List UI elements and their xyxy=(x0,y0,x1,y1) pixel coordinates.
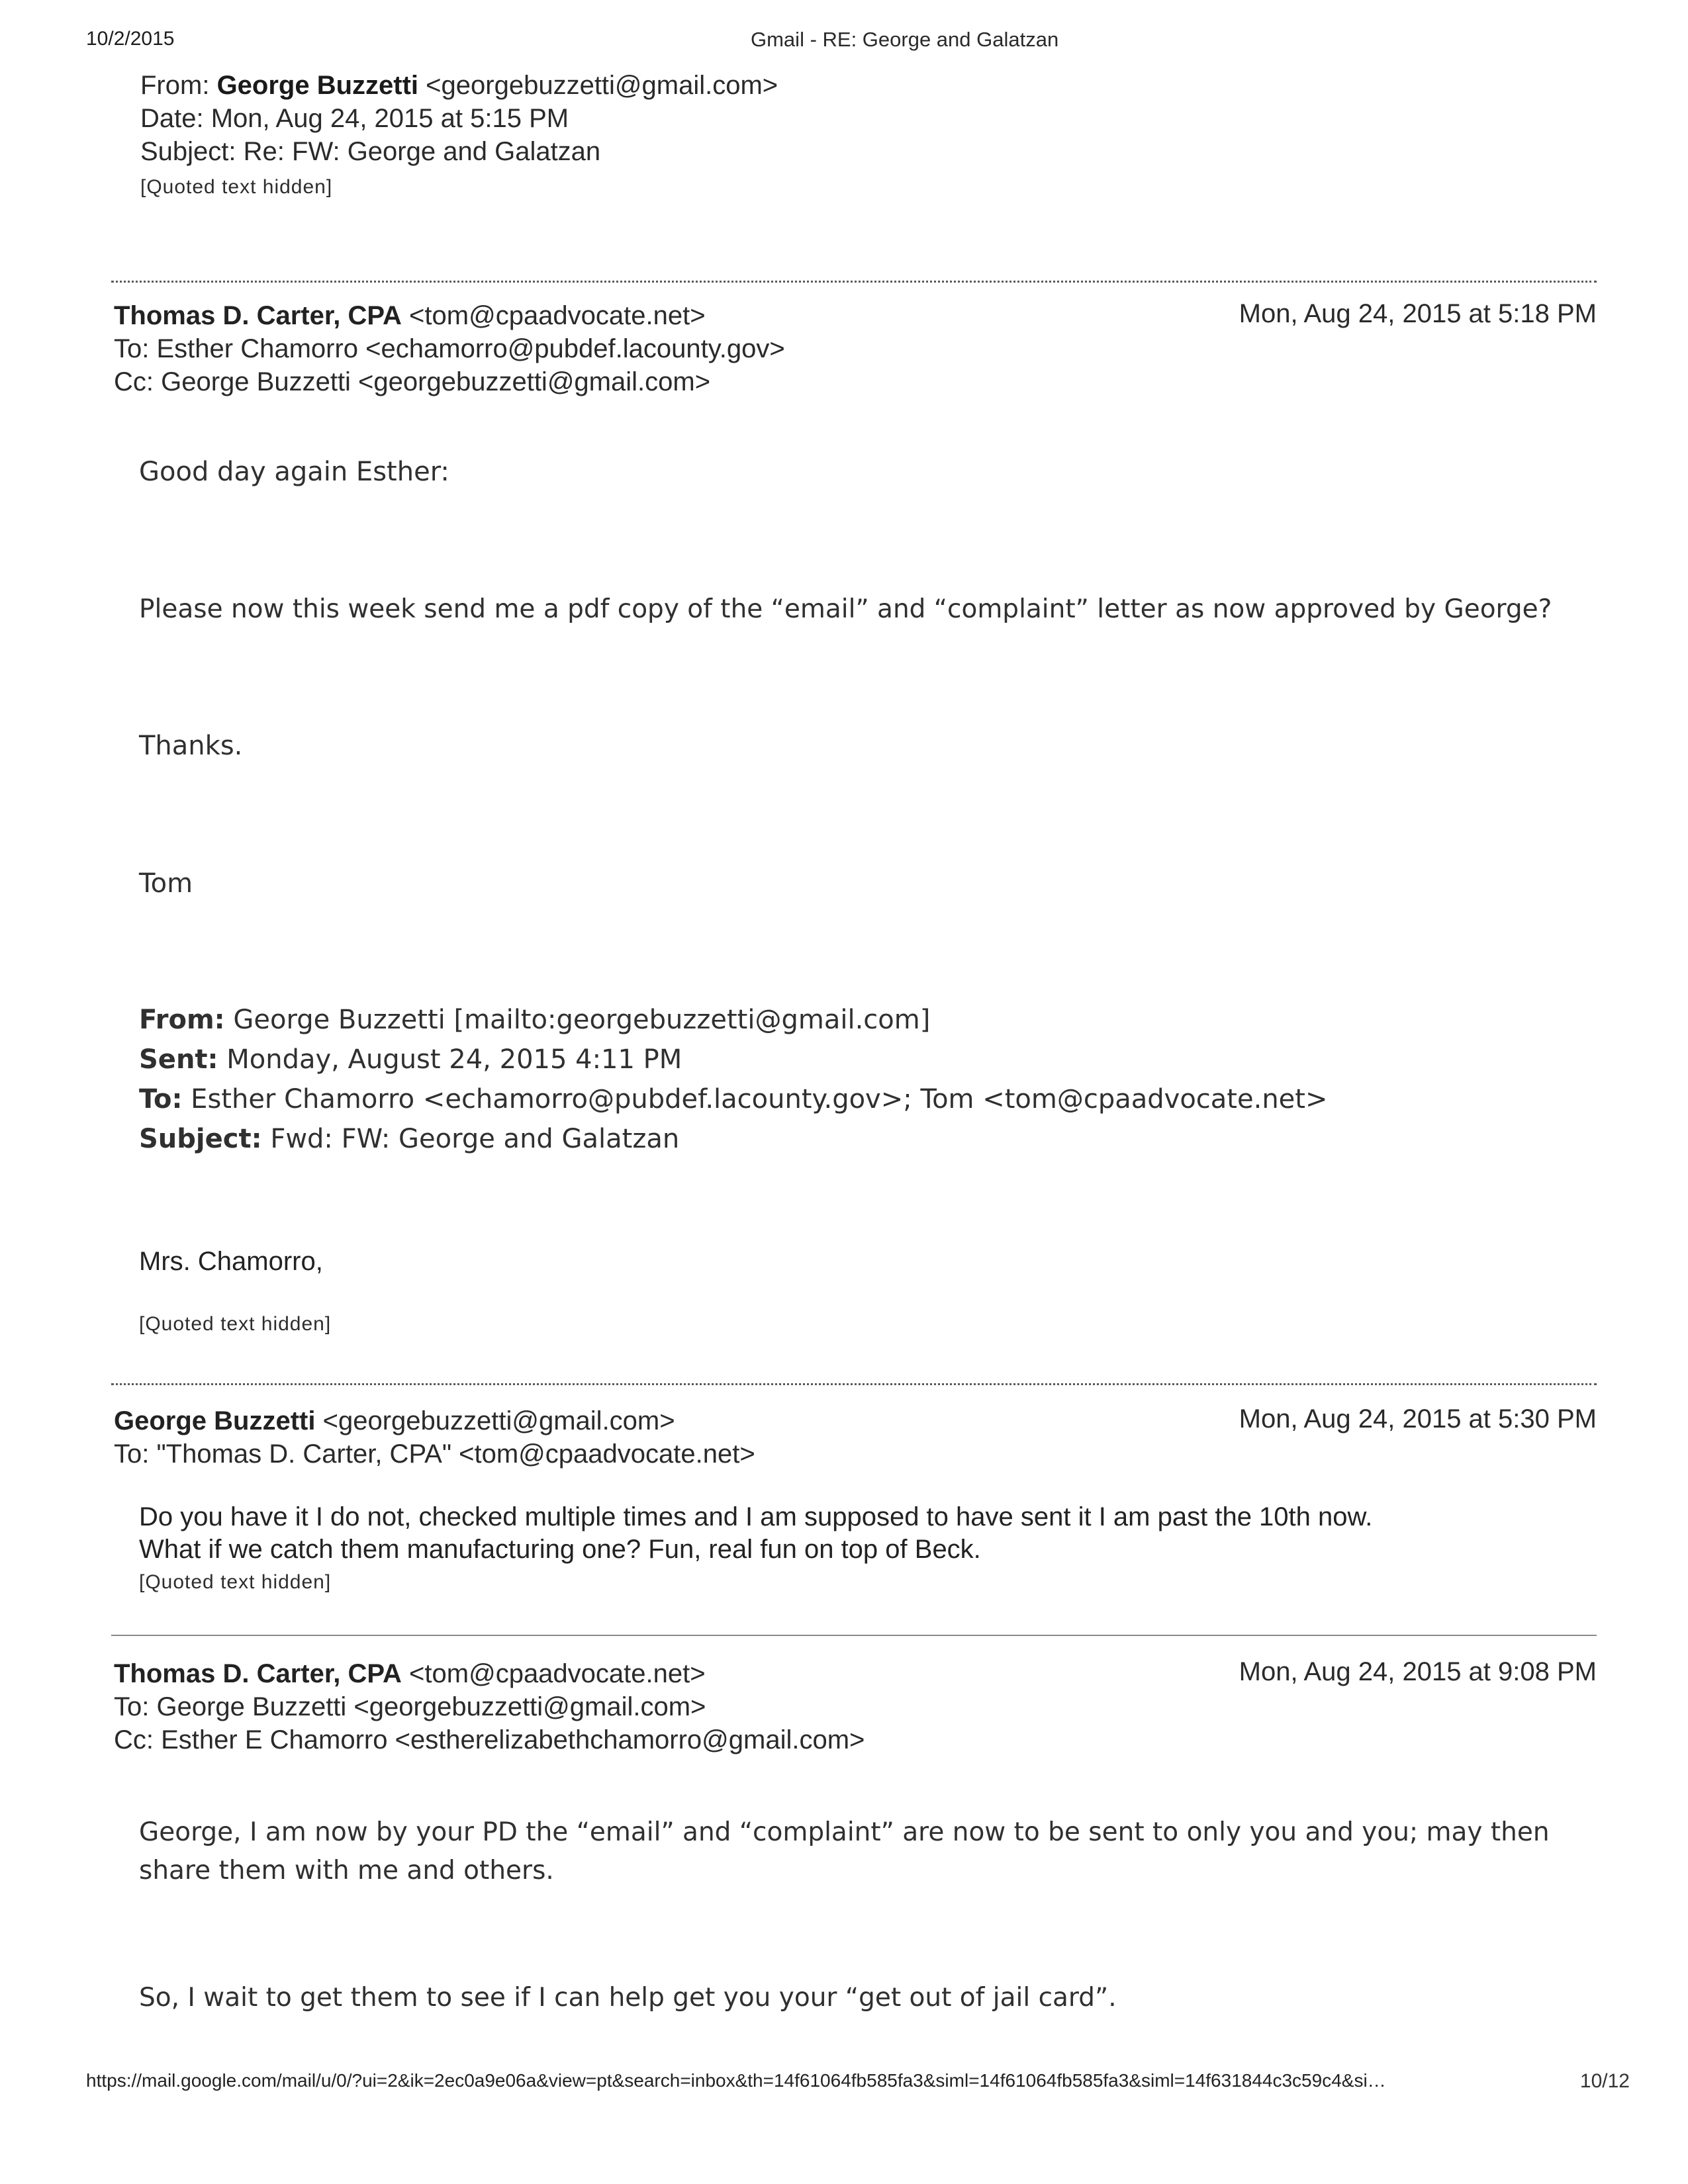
quoted-date-line: Date: Mon, Aug 24, 2015 at 5:15 PM xyxy=(140,104,569,133)
msg1-sender xyxy=(114,299,706,332)
msg3-to: George Buzzetti <georgebuzzetti@gmail.com> xyxy=(156,1692,706,1721)
msg3-cc: Esther E Chamorro <estherelizabethchamorro@gmail.com> xyxy=(161,1725,865,1754)
msg2-line2: What if we catch them manufacturing one? Fun, real fun on top of Beck. xyxy=(139,1535,981,1564)
from-email: <georgebuzzetti@gmail.com> xyxy=(426,71,778,100)
fwd-from-line xyxy=(139,1005,930,1035)
message-divider xyxy=(111,1383,1597,1385)
to-label: To: xyxy=(114,334,150,363)
print-date: 10/2/2015 xyxy=(86,28,175,50)
footer-url: https://mail.google.com/mail/u/0/?ui=2&ik=2ec0a9e06a&view=pt&search=inbox&th=14f61064fb585fa3&siml=14f61064fb585fa3&siml=14f631844c3c59c4&si… xyxy=(86,2070,1386,2091)
msg2-to: "Thomas D. Carter, CPA" <tom@cpaadvocate.net> xyxy=(156,1439,755,1469)
msg1-quoted-text-hidden[interactable]: [Quoted text hidden] xyxy=(139,1313,332,1335)
msg1-signature: Tom xyxy=(139,868,193,899)
msg1-paragraph: Please now this week send me a pdf copy of the “email” and “complaint” letter as now approved by George? xyxy=(139,594,1552,624)
fwd-to-label: To: xyxy=(139,1084,183,1115)
to-label: To: xyxy=(114,1692,150,1721)
quoted-from-line xyxy=(140,69,778,102)
msg3-date: Mon, Aug 24, 2015 at 9:08 PM xyxy=(1239,1657,1597,1686)
fwd-sent: Monday, August 24, 2015 4:11 PM xyxy=(226,1044,682,1075)
fwd-sent-line xyxy=(139,1044,682,1075)
msg2-sender-name: George Buzzetti xyxy=(114,1406,316,1435)
msg1-sender-name: Thomas D. Carter, CPA xyxy=(114,301,402,330)
message-divider xyxy=(111,1635,1597,1636)
msg2-sender xyxy=(114,1404,675,1437)
cc-label: Cc: xyxy=(114,367,154,396)
msg2-quoted-text-hidden[interactable]: [Quoted text hidden] xyxy=(139,1571,332,1593)
quoted-text-hidden[interactable]: [Quoted text hidden] xyxy=(140,176,333,198)
msg2-line1: Do you have it I do not, checked multiple times and I am supposed to have sent it I am past the 10th now. xyxy=(139,1502,1373,1531)
msg3-paragraph-line1: George, I am now by your PD the “email” and “complaint” are now to be sent to only you and you; may then xyxy=(139,1817,1550,1847)
msg3-sender-email: <tom@cpaadvocate.net> xyxy=(409,1659,706,1688)
fwd-subject-line xyxy=(139,1124,679,1154)
to-label: To: xyxy=(114,1439,150,1469)
msg1-date: Mon, Aug 24, 2015 at 5:18 PM xyxy=(1239,299,1597,328)
message-divider xyxy=(111,281,1597,283)
fwd-subject: Fwd: FW: George and Galatzan xyxy=(270,1124,680,1154)
msg1-salutation: Mrs. Chamorro, xyxy=(139,1247,323,1276)
msg3-sender-name: Thomas D. Carter, CPA xyxy=(114,1659,402,1688)
msg3-paragraph2: So, I wait to get them to see if I can help get you your “get out of jail card”. xyxy=(139,1983,1117,2013)
fwd-to-line xyxy=(139,1084,1327,1115)
fwd-from: George Buzzetti [mailto:georgebuzzetti@gmail.com] xyxy=(233,1005,931,1035)
msg3-sender xyxy=(114,1657,706,1690)
msg2-sender-email: <georgebuzzetti@gmail.com> xyxy=(322,1406,675,1435)
fwd-subject-label: Subject: xyxy=(139,1124,262,1154)
msg1-thanks: Thanks. xyxy=(139,731,243,761)
msg1-cc: George Buzzetti <georgebuzzetti@gmail.com> xyxy=(161,367,711,396)
fwd-from-label: From: xyxy=(139,1005,225,1035)
msg1-cc-line xyxy=(114,365,710,398)
msg3-cc-line xyxy=(114,1723,865,1756)
msg1-sender-email: <tom@cpaadvocate.net> xyxy=(409,301,706,330)
print-title: Gmail - RE: George and Galatzan xyxy=(751,28,1059,51)
fwd-to: Esther Chamorro <echamorro@pubdef.lacounty.gov>; Tom <tom@cpaadvocate.net> xyxy=(191,1084,1328,1115)
from-name: George Buzzetti xyxy=(216,71,419,100)
msg3-to-line xyxy=(114,1690,706,1723)
from-label: From: xyxy=(140,71,210,100)
fwd-sent-label: Sent: xyxy=(139,1044,218,1075)
cc-label: Cc: xyxy=(114,1725,154,1754)
msg2-to-line xyxy=(114,1437,755,1471)
msg1-to: Esther Chamorro <echamorro@pubdef.lacounty.gov> xyxy=(156,334,785,363)
msg3-paragraph-line2: share them with me and others. xyxy=(139,1856,554,1886)
msg1-to-line xyxy=(114,332,785,365)
page-number: 10/12 xyxy=(1579,2070,1630,2092)
msg1-greeting: Good day again Esther: xyxy=(139,457,449,487)
msg2-date: Mon, Aug 24, 2015 at 5:30 PM xyxy=(1239,1404,1597,1433)
quoted-subject-line: Subject: Re: FW: George and Galatzan xyxy=(140,137,601,166)
